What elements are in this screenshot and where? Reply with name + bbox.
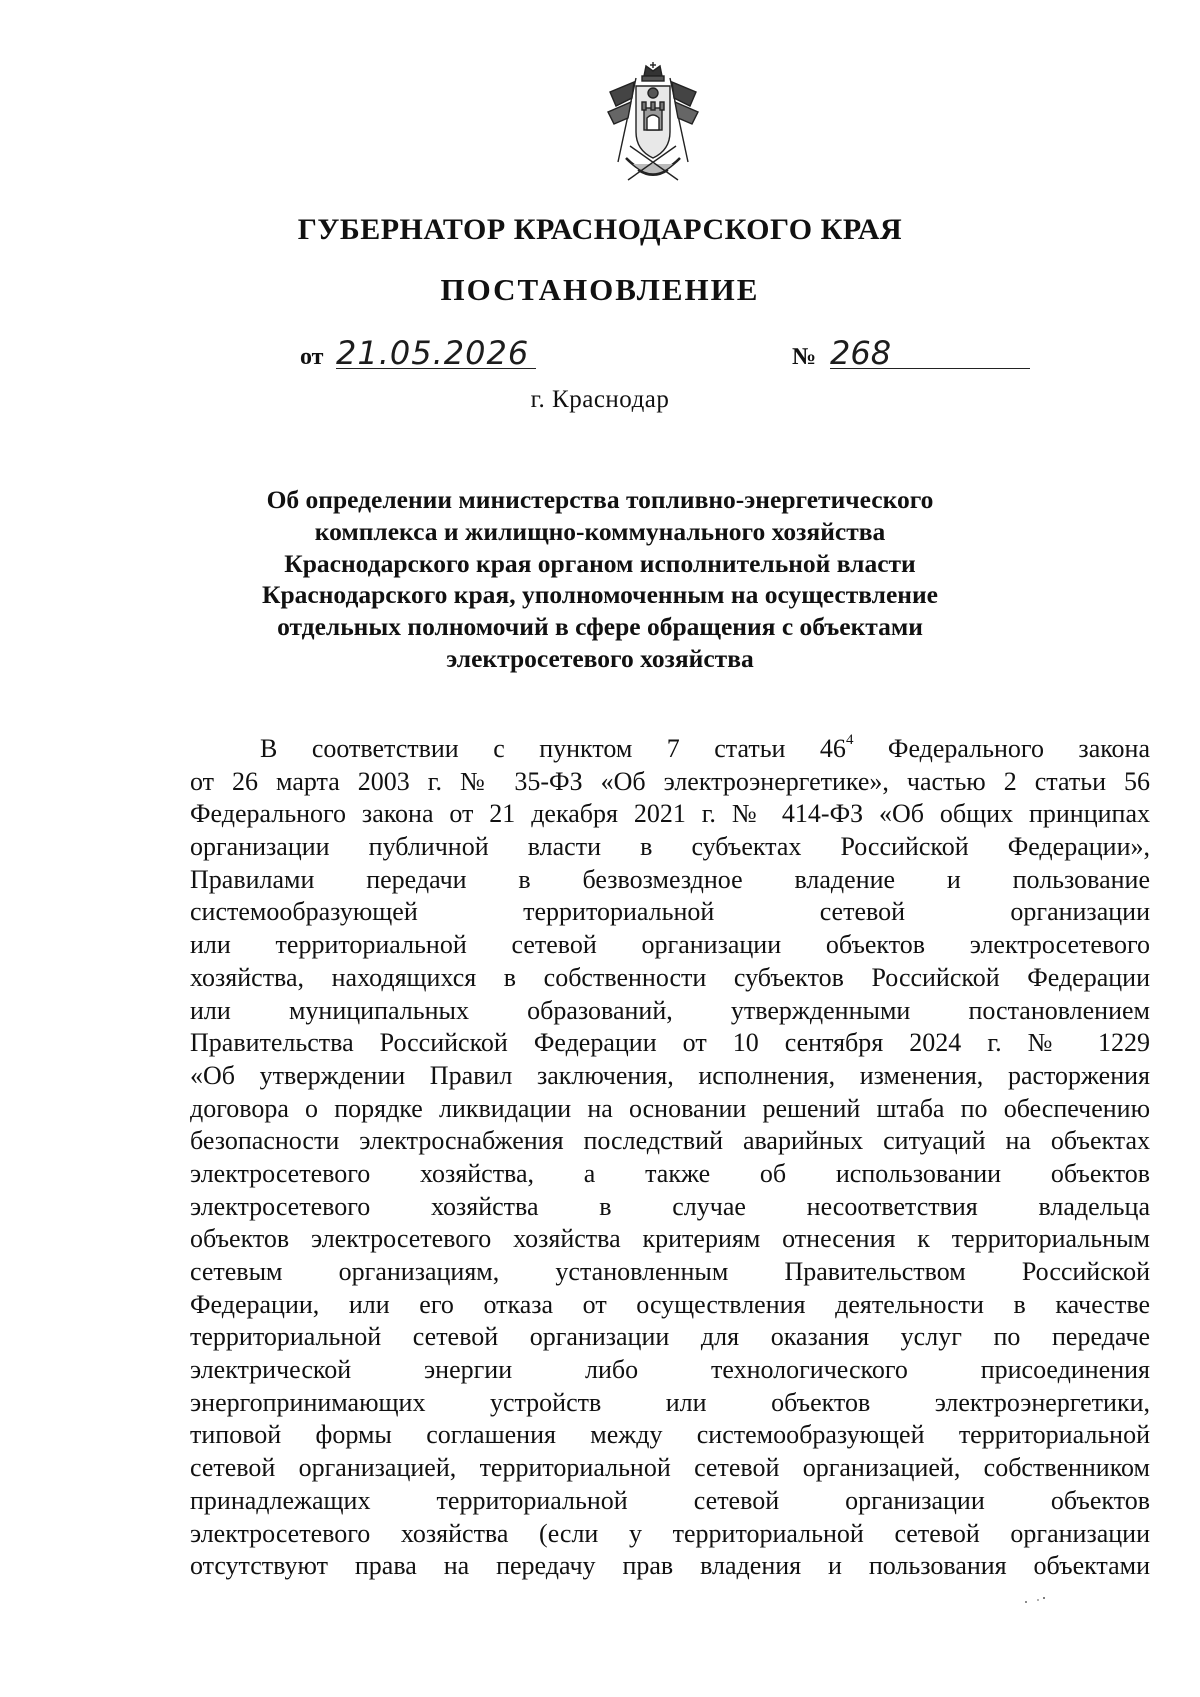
body-text-segment: Федерального закона	[853, 734, 1150, 763]
body-line: Федерации, или его отказа от осуществления деятельности в качестве	[190, 1289, 1150, 1319]
document-type: ПОСТАНОВЛЕНИЕ	[440, 272, 760, 307]
body-line: Правилами передачи в безвозмездное владение и пользование	[190, 864, 1150, 894]
date-underline	[336, 368, 536, 369]
body-line: отсутствуют права на передачу прав владения и пользования объектами	[190, 1551, 1150, 1581]
body-line: принадлежащих территориальной сетевой организации объектов	[190, 1485, 1150, 1515]
scan-specks	[1020, 1592, 1060, 1602]
date-prefix: от	[300, 344, 324, 370]
title-line: электросетевого хозяйства	[446, 643, 754, 673]
body-paragraph	[190, 733, 1150, 1583]
city: г. Краснодар	[530, 386, 670, 413]
body-line: хозяйства, находящихся в собственности субъектов Российской Федерации	[190, 962, 1150, 992]
body-line	[190, 733, 1150, 766]
body-line: договора о порядке ликвидации на основании решений штаба по обеспечению	[190, 1093, 1150, 1123]
body-line: энергопринимающих устройств или объектов электроэнергетики,	[190, 1387, 1150, 1417]
coat-of-arms-icon	[606, 62, 700, 192]
handwritten-date: 21.05.2026	[336, 334, 530, 372]
body-line: электросетевого хозяйства (если у территориальной сетевой организации	[190, 1518, 1150, 1548]
body-text-segment: В соответствии с пунктом 7 статьи 46	[260, 734, 846, 763]
body-line: объектов электросетевого хозяйства критериям отнесения к территориальным	[190, 1224, 1150, 1254]
body-line: «Об утверждении Правил заключения, исполнения, изменения, расторжения	[190, 1060, 1150, 1090]
body-line: электрической энергии либо технологического присоединения	[190, 1355, 1150, 1385]
body-line: или территориальной сетевой организации объектов электросетевого	[190, 930, 1150, 960]
date-number-row	[300, 334, 1040, 378]
body-line: системообразующей территориальной сетевой организации	[190, 897, 1150, 927]
body-line: территориальной сетевой организации для оказания услуг по передаче	[190, 1322, 1150, 1352]
body-line: Правительства Российской Федерации от 10 сентября 2024 г. № 1229	[190, 1028, 1150, 1058]
number-underline	[830, 368, 1030, 369]
number-prefix: №	[792, 344, 817, 370]
title-line: комплекса и жилищно-коммунального хозяйства	[314, 516, 886, 546]
title-line: Об определении министерства топливно-энергетического	[266, 485, 934, 514]
body-line: сетевым организациям, установленным Правительством Российской	[190, 1257, 1150, 1286]
document-title	[200, 484, 1000, 675]
body-line: безопасности электроснабжения последствий аварийных ситуаций на объектах	[190, 1126, 1150, 1156]
issuing-authority: ГУБЕРНАТОР КРАСНОДАРСКОГО КРАЯ	[297, 213, 903, 246]
body-line: сетевой организацией, территориальной сетевой организацией, собственником	[190, 1453, 1150, 1483]
body-line: Федерального закона от 21 декабря 2021 г. № 414-ФЗ «Об общих принципах	[190, 799, 1150, 829]
superscript: 4	[845, 732, 854, 749]
handwritten-number: 268	[830, 334, 892, 372]
body-line: от 26 марта 2003 г. № 35-ФЗ «Об электроэнергетике», частью 2 статьи 56	[190, 766, 1150, 796]
title-line: Краснодарского края органом исполнительной власти	[284, 548, 916, 578]
body-line: типовой формы соглашения между системообразующей территориальной	[190, 1420, 1150, 1450]
body-line: электросетевого хозяйства в случае несоответствия владельца	[190, 1191, 1150, 1221]
title-line: Краснодарского края, уполномоченным на осуществление	[262, 580, 938, 610]
body-line: организации публичной власти в субъектах Российской Федерации»,	[190, 832, 1150, 862]
body-line: или муниципальных образований, утвержденными постановлением	[190, 995, 1150, 1025]
body-line: электросетевого хозяйства, а также об использовании объектов	[190, 1158, 1150, 1188]
title-line: отдельных полномочий в сфере обращения с объектами	[277, 612, 923, 642]
